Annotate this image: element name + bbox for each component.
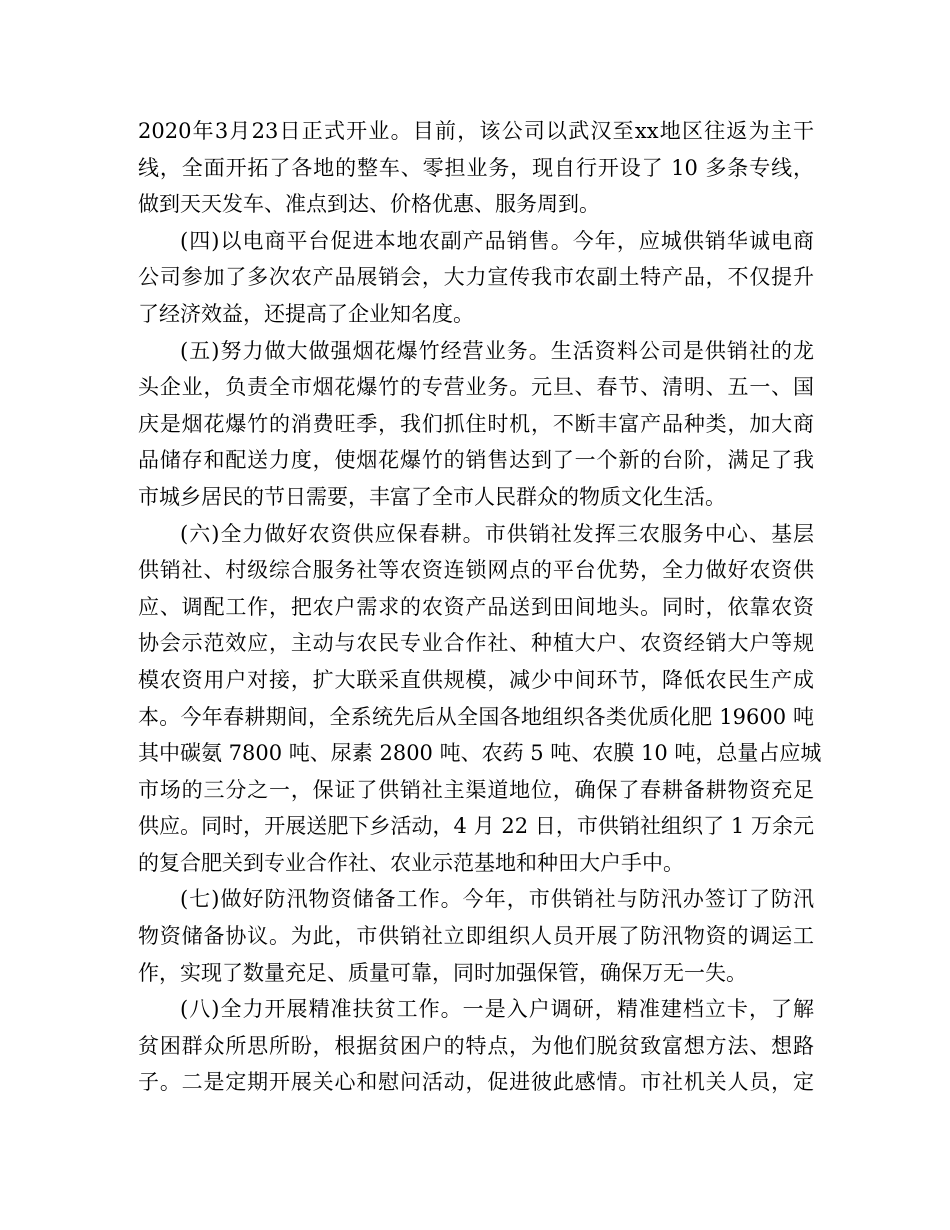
text-line: 供销社、村级综合服务社等农资连锁网点的平台优势，全力做好农资供 xyxy=(138,558,814,583)
text-line: 其中碳氨 7800 吨、尿素 2800 吨、农药 5 吨、农膜 10 吨，总量占应城 xyxy=(138,741,822,766)
text-line: 公司参加了多次农产品展销会，大力宣传我市农副土特产品，不仅提升 xyxy=(138,265,814,290)
paragraph-start-line: (四)以电商平台促进本地农副产品销售。今年，应城供销华诚电商 xyxy=(180,228,814,253)
text-line: 模农资用户对接，扩大联采直供规模，减少中间环节，降低农民生产成 xyxy=(138,667,814,692)
paragraph-start-line: (六)全力做好农资供应保春耕。市供销社发挥三农服务中心、基层 xyxy=(180,521,814,546)
text-line: 物资储备协议。为此，市供销社立即组织人员开展了防汛物资的调运工 xyxy=(138,924,814,949)
text-line: 线，全面开拓了各地的整车、零担业务，现自行开设了 10 多条专线， xyxy=(138,155,814,180)
text-line: 市场的三分之一，保证了供销社主渠道地位，确保了春耕备耕物资充足 xyxy=(138,777,814,802)
paragraph-start-line: (五)努力做大做强烟花爆竹经营业务。生活资料公司是供销社的龙 xyxy=(180,338,814,363)
text-line: 应、调配工作，把农户需求的农资产品送到田间地头。同时，依靠农资 xyxy=(138,594,814,619)
text-line: 的复合肥关到专业合作社、农业示范基地和种田大户手中。 xyxy=(138,850,684,875)
paragraph-start-line: (八)全力开展精准扶贫工作。一是入户调研，精准建档立卡，了解 xyxy=(180,997,814,1022)
text-line: 2020年3月23日正式开业。目前，该公司以武汉至xx地区往返为主干 xyxy=(138,119,814,143)
text-line: 协会示范效应，主动与农民专业合作社、种植大户、农资经销大户等规 xyxy=(138,631,814,656)
text-line: 贫困群众所思所盼，根据贫困户的特点，为他们脱贫致富想方法、想路 xyxy=(138,1033,814,1058)
text-line: 品储存和配送力度，使烟花爆竹的销售达到了一个新的台阶，满足了我 xyxy=(138,448,814,473)
text-line: 做到天天发车、准点到达、价格优惠、服务周到。 xyxy=(138,192,600,217)
text-line: 头企业，负责全市烟花爆竹的专营业务。元旦、春节、清明、五一、国 xyxy=(138,375,814,400)
text-line: 本。今年春耕期间，全系统先后从全国各地组织各类优质化肥 19600 吨 xyxy=(138,704,814,729)
paragraph-start-line: (七)做好防汛物资储备工作。今年，市供销社与防汛办签订了防汛 xyxy=(180,887,814,912)
text-line: 作，实现了数量充足、质量可靠，同时加强保管，确保万无一失。 xyxy=(138,960,747,985)
document-page xyxy=(138,113,822,1101)
text-line: 庆是烟花爆竹的消费旺季，我们抓住时机，不断丰富产品种类，加大商 xyxy=(138,411,814,436)
text-line: 子。二是定期开展关心和慰问活动，促进彼此感情。市社机关人员，定 xyxy=(138,1070,814,1095)
text-line: 了经济效益，还提高了企业知名度。 xyxy=(138,301,474,326)
text-line: 市城乡居民的节日需要，丰富了全市人民群众的物质文化生活。 xyxy=(138,484,726,509)
text-line: 供应。同时，开展送肥下乡活动，4 月 22 日，市供销社组织了 1 万余元 xyxy=(138,814,814,839)
